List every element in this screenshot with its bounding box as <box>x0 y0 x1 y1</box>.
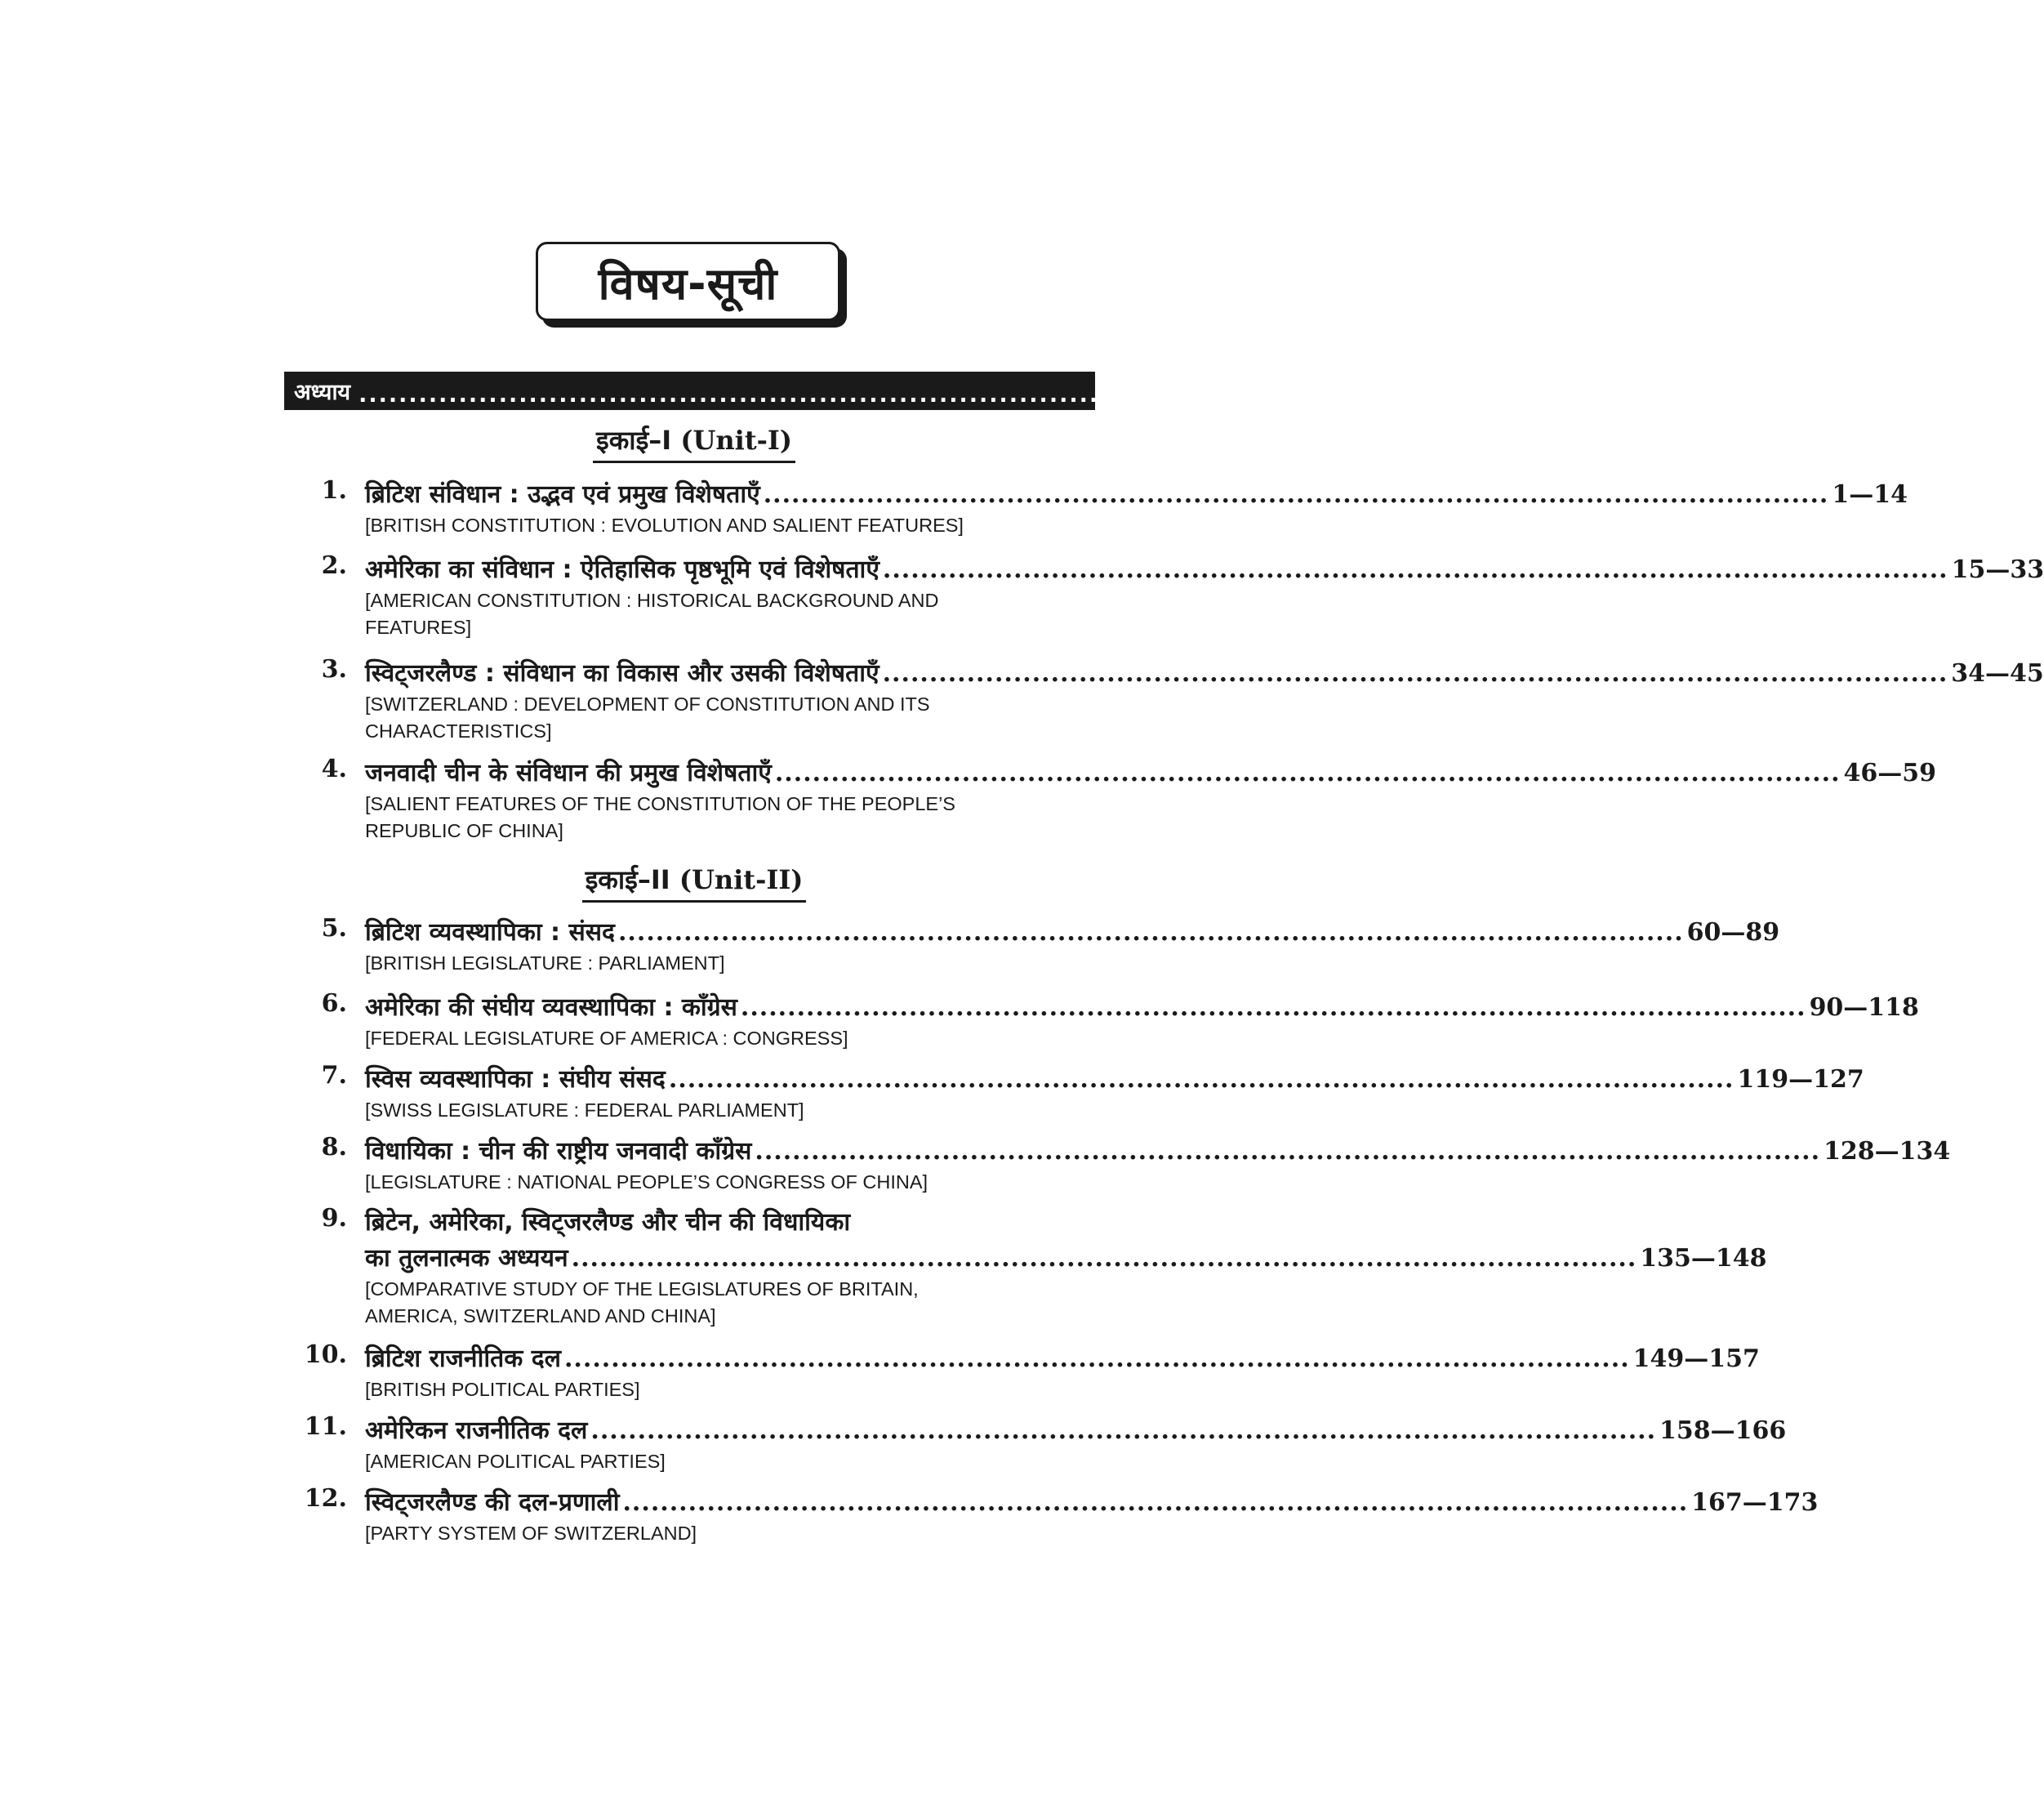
leader-dots: .................................................................................................................. <box>617 918 1684 947</box>
title-frame <box>536 242 848 329</box>
entry-title: ब्रिटिश व्यवस्थापिका : संसद <box>365 918 615 947</box>
entry-number: 4. <box>321 755 347 783</box>
leader-dots: .................................................................................................................. <box>668 1065 1735 1094</box>
unit-english: (Unit-I) <box>680 425 792 456</box>
entry-english: [SWISS LEGISLATURE : FEDERAL PARLIAMENT] <box>365 1099 804 1121</box>
toc-entry[interactable] <box>294 1484 1819 1547</box>
entry-line <box>365 551 2044 587</box>
entry-line <box>365 755 1937 791</box>
unit-heading-underline <box>593 422 795 463</box>
entry-english: [SALIENT FEATURES OF THE CONSTITUTION OF THE PEOPLE’S REPUBLIC OF CHINA] <box>365 793 955 841</box>
leader-dots: .................................................................................................................. <box>755 1137 1821 1166</box>
entry-pages: 119—127 <box>1737 1065 1864 1094</box>
toc-entry[interactable] <box>294 914 1780 977</box>
entry-number: 11. <box>304 1412 347 1441</box>
entry-line <box>365 1340 1760 1376</box>
header-leader-dots: .................................................................................................................................................... <box>358 382 1841 408</box>
entry-line <box>365 1133 1951 1169</box>
entry-pages: 149—157 <box>1632 1344 1760 1373</box>
entry-title: अमेरिका का संविधान : ऐतिहासिक पृष्ठभूमि एवं विशेषताएँ <box>365 555 879 584</box>
entry-english: [PARTY SYSTEM OF SWITZERLAND] <box>365 1523 697 1544</box>
entry-number: 2. <box>321 551 347 580</box>
entry-number: 3. <box>321 655 347 684</box>
unit-heading-2 <box>0 862 1388 903</box>
toc-entry[interactable] <box>294 989 1919 1052</box>
entry-pages: 158—166 <box>1659 1416 1787 1445</box>
page-title: विषय-सूची <box>536 242 840 321</box>
leader-dots: .................................................................................................................. <box>882 659 1948 688</box>
toc-entry[interactable] <box>294 655 2044 745</box>
entry-english: [BRITISH CONSTITUTION : EVOLUTION AND SALIENT FEATURES] <box>365 515 964 536</box>
toc-entry[interactable] <box>294 1340 1760 1403</box>
entry-title: स्विट्जरलैण्ड की दल-प्रणाली <box>365 1488 620 1517</box>
entry-number: 7. <box>321 1061 347 1090</box>
toc-entry[interactable] <box>294 551 2044 641</box>
toc-entry[interactable] <box>294 755 1937 845</box>
entry-line <box>365 476 1908 512</box>
entry-pages: 135—148 <box>1640 1244 1767 1273</box>
header-chapter-label: अध्याय <box>294 380 351 405</box>
entry-title: विधायिका : चीन की राष्ट्रीय जनवादी काँग्रेस <box>365 1137 752 1166</box>
entry-line <box>365 914 1780 950</box>
entry-pages: 60—89 <box>1686 918 1780 947</box>
entry-line <box>365 655 2044 691</box>
entry-title: ब्रिटेन, अमेरिका, स्विट्जरलैण्ड और चीन की विधायिका <box>365 1208 851 1237</box>
entry-title: अमेरिका की संघीय व्यवस्थापिका : काँग्रेस <box>365 993 737 1022</box>
header-page-label: पृष्ठ-संख्या <box>1848 380 1930 405</box>
entry-english: [SWITZERLAND : DEVELOPMENT OF CONSTITUTION AND ITS CHARACTERISTICS] <box>365 693 930 742</box>
entry-title: स्विट्जरलैण्ड : संविधान का विकास और उसकी विशेषताएँ <box>365 659 879 688</box>
leader-dots: .................................................................................................................. <box>571 1244 1637 1273</box>
entry-title-continued: का तुलनात्मक अध्ययन <box>365 1244 568 1273</box>
entry-line <box>365 1204 1095 1240</box>
entry-number: 12. <box>304 1484 347 1513</box>
entry-number: 9. <box>321 1204 347 1233</box>
leader-dots: .................................................................................................................. <box>763 480 1829 509</box>
leader-dots: .................................................................................................................. <box>563 1344 1630 1373</box>
toc-entry[interactable] <box>294 476 1908 539</box>
entry-number: 10. <box>304 1340 347 1369</box>
entry-line <box>365 1484 1819 1520</box>
unit-heading-1 <box>0 422 1388 463</box>
toc-entry[interactable] <box>294 1412 1787 1475</box>
toc-entry[interactable] <box>294 1061 1864 1124</box>
entry-pages: 167—173 <box>1691 1488 1819 1517</box>
toc-entry[interactable] <box>294 1204 1767 1330</box>
entry-pages: 46—59 <box>1843 759 1937 787</box>
entry-line <box>365 989 1919 1025</box>
entry-title: ब्रिटिश राजनीतिक दल <box>365 1344 561 1373</box>
entry-line <box>365 1412 1787 1448</box>
entry-english: [LEGISLATURE : NATIONAL PEOPLE’S CONGRESS OF CHINA] <box>365 1171 928 1193</box>
entry-english: [AMERICAN POLITICAL PARTIES] <box>365 1451 666 1472</box>
unit-hindi: इकाई–I <box>596 425 672 456</box>
entry-number: 5. <box>321 914 347 943</box>
toc-entry[interactable] <box>294 1133 1951 1196</box>
entry-line <box>365 1061 1864 1097</box>
entry-english: [BRITISH LEGISLATURE : PARLIAMENT] <box>365 952 725 974</box>
entry-pages: 15—33 <box>1951 555 2044 584</box>
unit-english: (Unit-II) <box>679 864 804 895</box>
entry-pages: 128—134 <box>1824 1137 1951 1166</box>
entry-pages: 34—45 <box>1951 659 2044 688</box>
leader-dots: .................................................................................................................. <box>590 1416 1657 1445</box>
leader-dots: .................................................................................................................. <box>882 555 1948 584</box>
entry-title: ब्रिटिश संविधान : उद्भव एवं प्रमुख विशेषताएँ <box>365 480 760 509</box>
leader-dots: .................................................................................................................. <box>774 759 1841 787</box>
entry-title: जनवादी चीन के संविधान की प्रमुख विशेषताएँ <box>365 759 772 787</box>
entry-number: 1. <box>321 476 347 505</box>
leader-dots: .................................................................................................................. <box>622 1488 1689 1517</box>
entry-pages: 90—118 <box>1809 993 1919 1022</box>
entry-number: 8. <box>321 1133 347 1162</box>
entry-title: स्विस व्यवस्थापिका : संघीय संसद <box>365 1065 666 1094</box>
entry-english: [COMPARATIVE STUDY OF THE LEGISLATURES OF BRITAIN, AMERICA, SWITZERLAND AND CHINA] <box>365 1278 919 1327</box>
unit-hindi: इकाई–II <box>585 864 670 895</box>
toc-header-bar <box>284 372 1930 410</box>
entry-title: अमेरिकन राजनीतिक दल <box>365 1416 588 1445</box>
unit-heading-underline <box>582 862 807 903</box>
entry-line-2 <box>365 1240 1767 1276</box>
entry-english: [BRITISH POLITICAL PARTIES] <box>365 1379 640 1400</box>
leader-dots: .................................................................................................................. <box>740 993 1806 1022</box>
entry-english: [FEDERAL LEGISLATURE OF AMERICA : CONGRESS] <box>365 1028 848 1049</box>
entry-pages: 1—14 <box>1832 480 1908 509</box>
entry-english: [AMERICAN CONSTITUTION : HISTORICAL BACKGROUND AND FEATURES] <box>365 590 939 638</box>
entry-number: 6. <box>321 989 347 1018</box>
